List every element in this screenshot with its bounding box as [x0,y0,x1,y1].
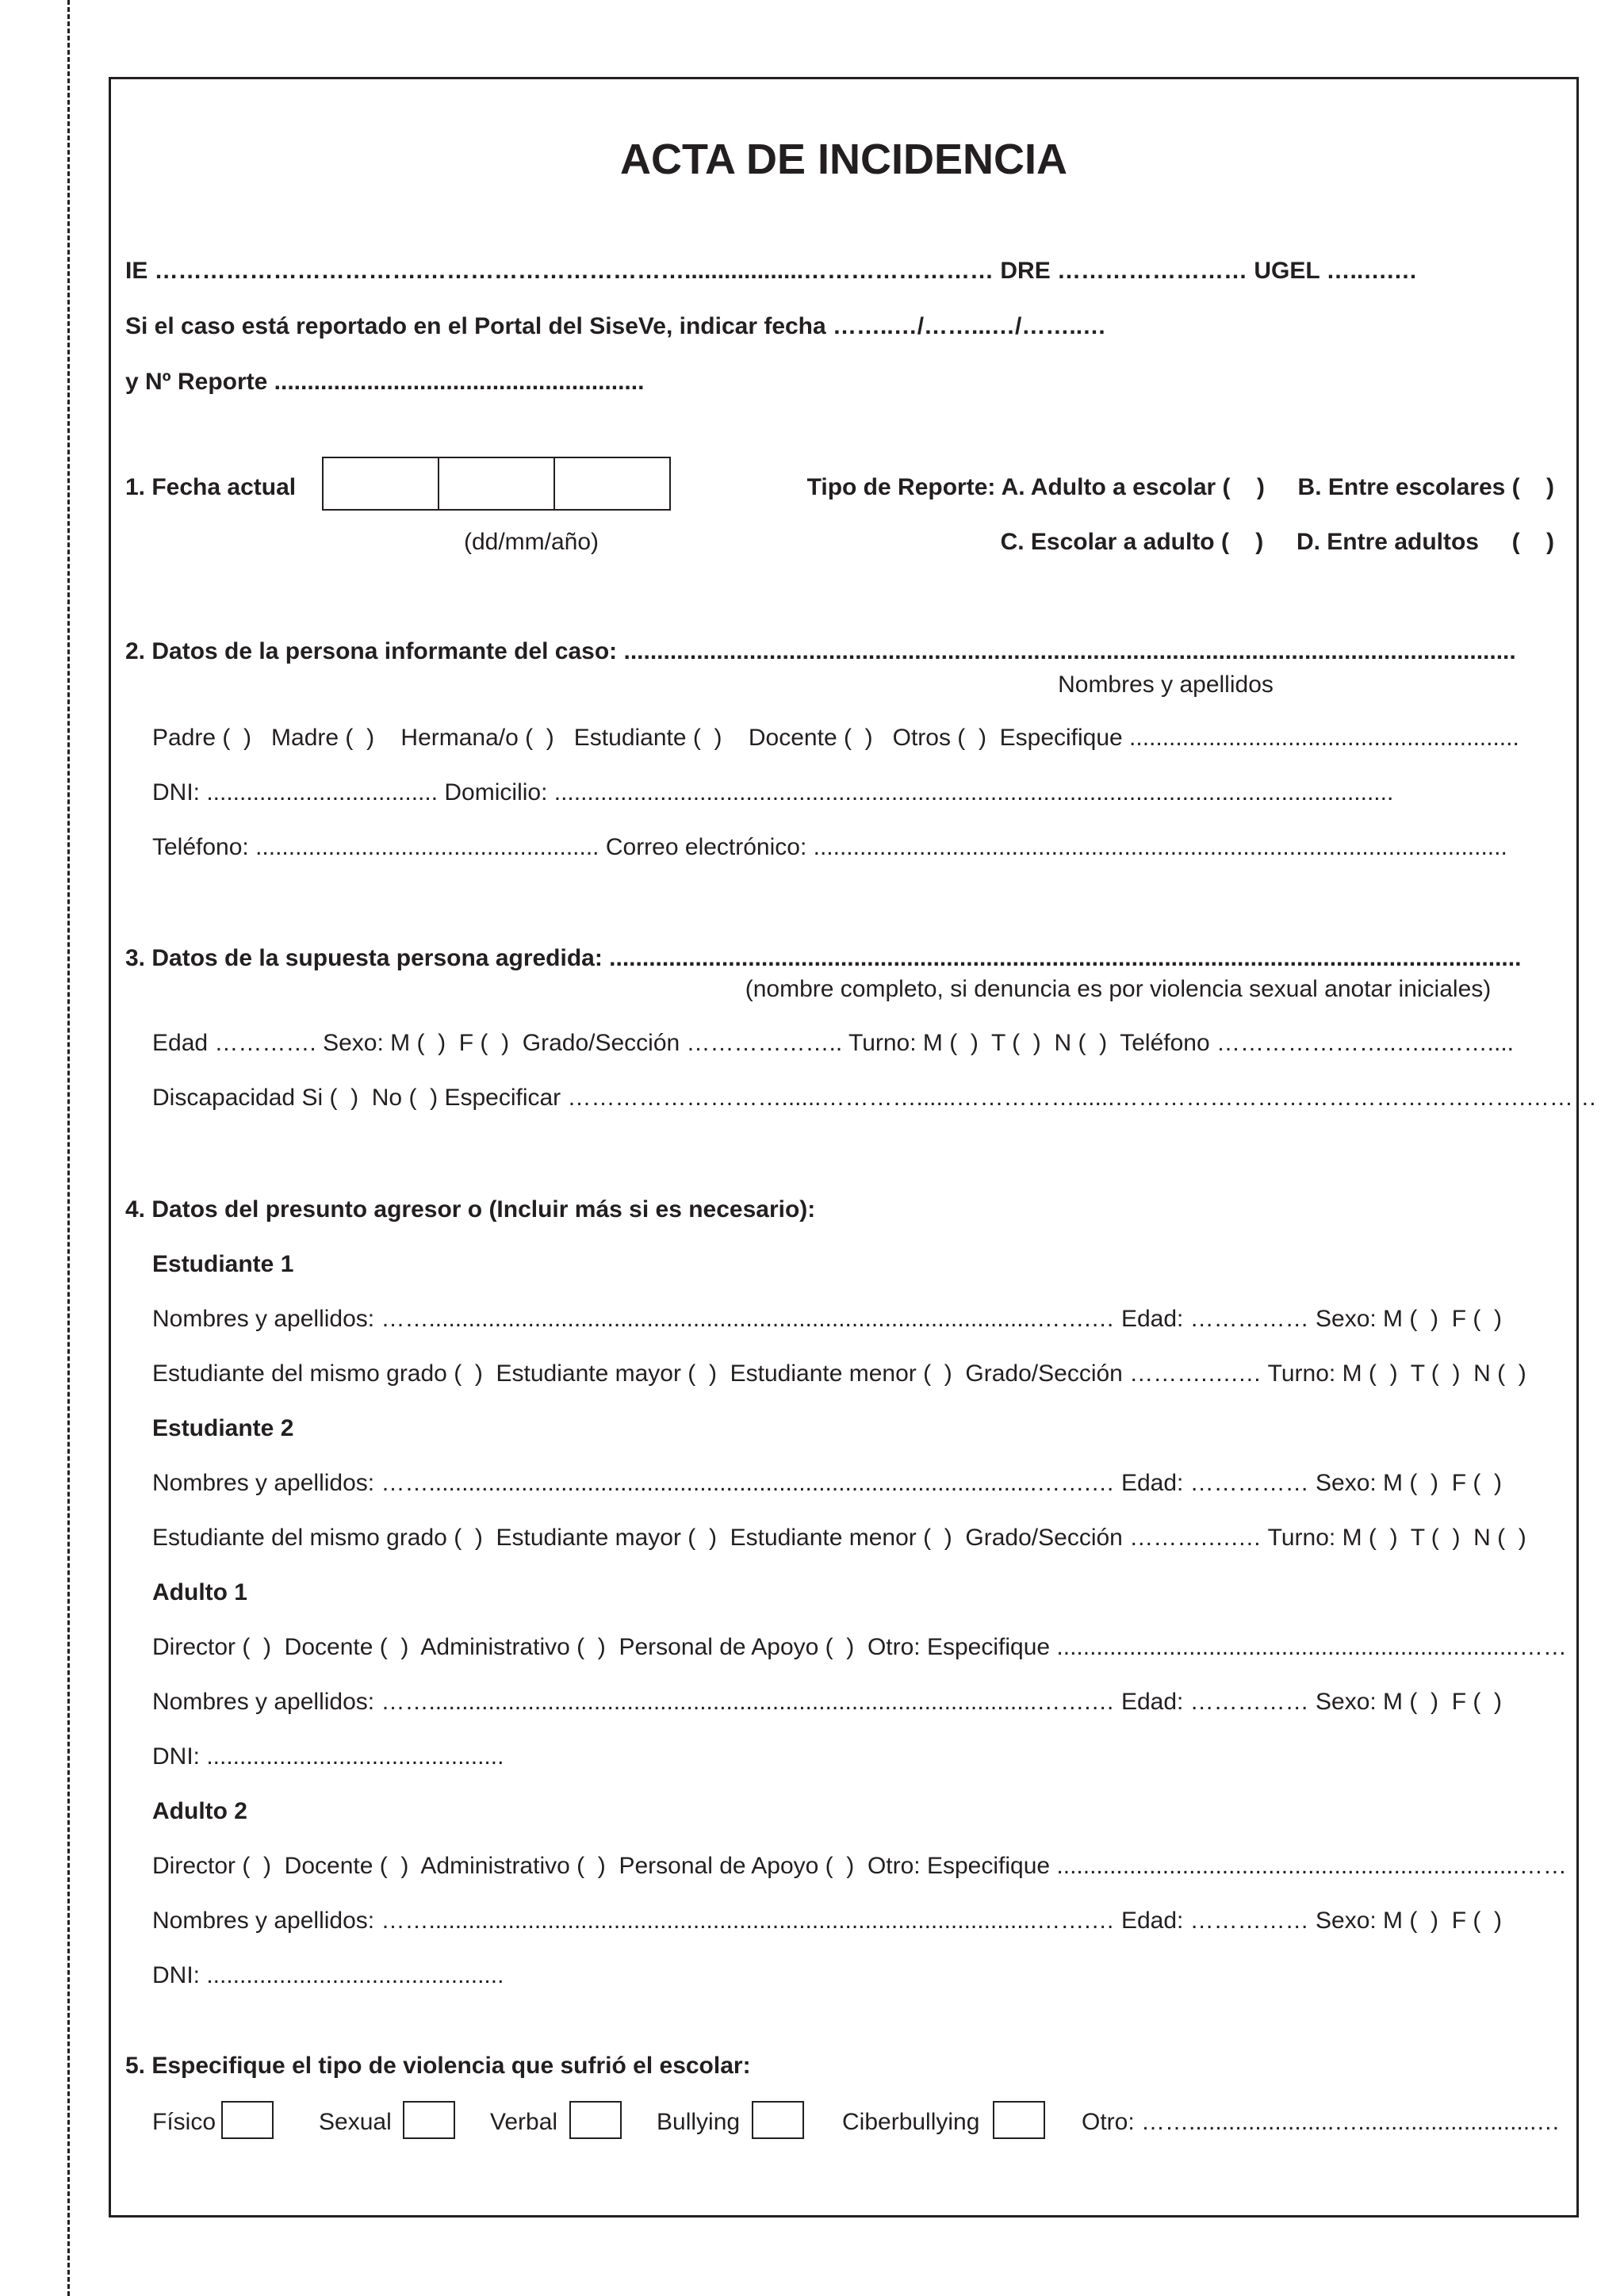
siseve-date-field[interactable]: Si el caso está reportado en el Portal del SiseVe, indicar fecha ……..…/……...…/……..… [125,313,1107,339]
adult-1-dni[interactable]: DNI: ............................................. [152,1743,504,1770]
violence-checkbox-fisico[interactable] [221,2101,274,2139]
violence-label-verbal: Verbal [490,2109,558,2135]
student-2-grade[interactable]: Estudiante del mismo grado ( ) Estudiante mayor ( ) Estudiante menor ( ) Grado/Sección ……….….… Turno: M ( ) T ( ) N ( ) [152,1525,1526,1551]
year-box[interactable] [555,458,669,509]
report-type-line-2[interactable]: C. Escolar a adulto ( ) D. Entre adultos ( ) [1000,529,1554,555]
ie-field[interactable]: IE …………………………….……………………………..................…………………… DRE …………………… UGEL …..….… [125,258,1418,284]
violence-checkbox-sexual[interactable] [403,2101,455,2139]
adult-1-role[interactable]: Director ( ) Docente ( ) Administrativo ( ) Personal de Apoyo ( ) Otro: Especifique ......................................................................…… [152,1634,1567,1660]
informant-relation[interactable]: Padre ( ) Madre ( ) Hermana/o ( ) Estudiante ( ) Docente ( ) Otros ( ) Especifique ........................................................... [152,725,1519,751]
adult-1-title: Adulto 1 [152,1579,247,1605]
violence-other-field[interactable]: Otro: ……......................…...........................… [1082,2109,1561,2135]
report-number-field[interactable]: y Nº Reporte ........................................................ [125,369,645,395]
adult-2-dni[interactable]: DNI: ............................................. [152,1962,504,1988]
victim-name-hint: (nombre completo, si denuncia es por violencia sexual anotar iniciales) [745,976,1492,1002]
page-title: ACTA DE INCIDENCIA [620,136,1067,183]
adult-2-title: Adulto 2 [152,1798,247,1824]
student-2-name[interactable]: Nombres y apellidos: ……............................................................................................…….… Edad: …………… Sexo: M ( ) F ( ) [152,1470,1503,1496]
student-1-title: Estudiante 1 [152,1251,294,1277]
informant-name-hint: Nombres y apellidos [1058,672,1274,698]
report-type-line-1[interactable]: Tipo de Reporte: A. Adulto a escolar ( ) B. Entre escolares ( ) [806,474,1554,500]
date-format-hint: (dd/mm/año) [463,529,599,555]
violence-checkbox-ciberbullying[interactable] [993,2101,1045,2139]
student-1-name[interactable]: Nombres y apellidos: ……............................................................................................…….… Edad: …………… Sexo: M ( ) F ( ) [152,1306,1503,1332]
victim-heading[interactable]: 3. Datos de la supuesta persona agredida: .......................................................................................................................................... [125,945,1522,971]
violence-label-sexual: Sexual [319,2109,392,2135]
victim-details[interactable]: Edad …………. Sexo: M ( ) F ( ) Grado/Sección ……………….. Turno: M ( ) T ( ) N ( ) Teléfono …………………..…...…….... [152,1030,1515,1056]
violence-label-bullying: Bullying [657,2109,741,2135]
current-date-boxes [322,457,671,511]
aggressor-heading: 4. Datos del presunto agresor o (Incluir más si es necesario): [125,1196,816,1223]
student-2-title: Estudiante 2 [152,1415,294,1441]
adult-2-name[interactable]: Nombres y apellidos: ……............................................................................................…….… Edad: …………… Sexo: M ( ) F ( ) [152,1908,1503,1934]
violence-checkbox-verbal[interactable] [569,2101,622,2139]
adult-1-name[interactable]: Nombres y apellidos: ……............................................................................................…….… Edad: …………… Sexo: M ( ) F ( ) [152,1689,1503,1715]
violence-label-ciberbullying: Ciberbullying [842,2109,980,2135]
day-box[interactable] [324,458,439,509]
form-frame [109,77,1597,2218]
student-1-grade[interactable]: Estudiante del mismo grado ( ) Estudiante mayor ( ) Estudiante menor ( ) Grado/Sección ……….….… Turno: M ( ) T ( ) N ( ) [152,1360,1526,1387]
victim-disability[interactable]: Discapacidad Si ( ) No ( ) Especificar ………………………......…………......……………......…………………………………………….……… [152,1085,1597,1111]
violence-label-fisico: Físico [152,2109,216,2135]
informant-heading[interactable]: 2. Datos de la persona informante del caso: ....................................................................................................................................... [125,638,1516,664]
current-date-label: 1. Fecha actual [125,474,297,500]
informant-dni-address[interactable]: DNI: ................................... Domicilio: ............................................................................................................................... [152,779,1394,806]
violence-checkbox-bullying[interactable] [752,2101,804,2139]
violence-type-heading: 5. Especifique el tipo de violencia que sufrió el escolar: [125,2053,751,2079]
informant-phone-email[interactable]: Teléfono: .................................................... Correo electrónico: ......................................................................................................... [152,834,1507,860]
cut-line [67,0,70,2296]
adult-2-role[interactable]: Director ( ) Docente ( ) Administrativo ( ) Personal de Apoyo ( ) Otro: Especifique ......................................................................…… [152,1853,1567,1879]
month-box[interactable] [439,458,555,509]
